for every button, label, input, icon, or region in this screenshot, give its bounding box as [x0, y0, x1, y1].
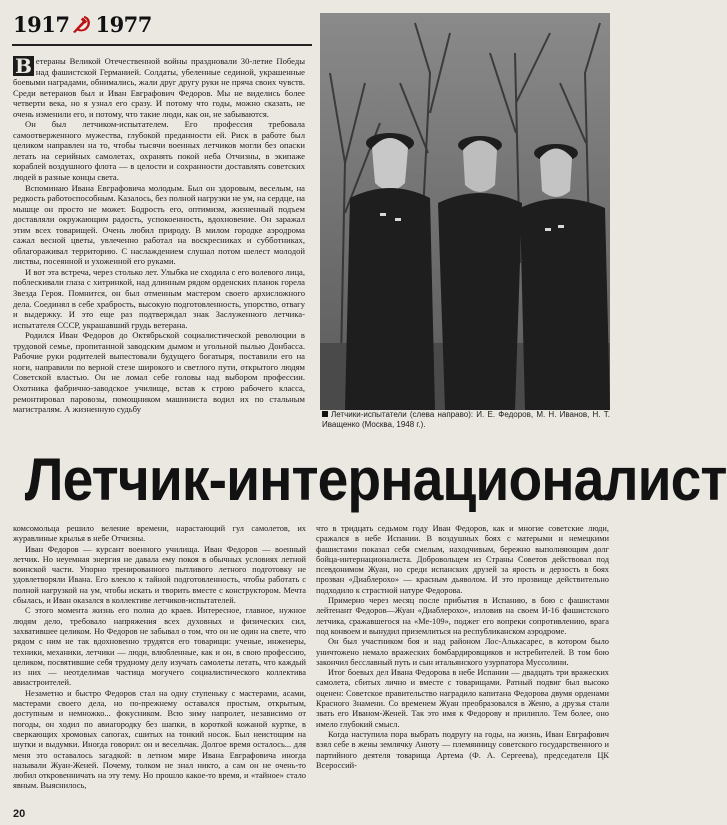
intro-paragraph: Он был летчиком-испытателем. Его профессия требовала самоотверженного мужества, глубокой преданности ей. Риск в работе был целиком направлен на то, чтобы тысячи военных летчиков могли без опаски летать на серийных самолетах, охранять покой неба Отчизны, в экипаже кораблей воздушного флота — в целости и сохранности доставлять советских людей в разные концы света.: [13, 119, 305, 183]
year-end: 1977: [95, 12, 152, 37]
intro-paragraph: В етераны Великой Отечественной войны праздновали 30-летие Победы над фашистской Германией. Солдаты, убеленные сединой, украшенные боевыми наградами, обнимались, жали друг другу руки не пряча своих чувств. Среди ветеранов был и Иван Евграфович Федоров. Мы не виделись более четверти века, но я узнал его сразу. И потому что годы, можно сказать, не очень изменили его, и потому, что такие люди, как он, не забываются.: [13, 54, 305, 119]
intro-paragraph: И вот эта встреча, через столько лет. Улыбка не сходила с его волевого лица, поблескивали глаза с хитринкой, над длинным рядом орденских планок горела Звезда Героя. Помнится, он был отменным мастером своего архисложного дела. Соединял в себе храбрость, высокую подготовленность, упорство, отвагу и выдержку. И это еще раз подтверждал знак Заслуженного летчика-испытателя СССР, украшавший грудь ветерана.: [13, 266, 305, 330]
photo-caption: Летчики-испытатели (слева направо): И. Е. Федоров, М. Н. Иванов, Н. Т. Иващенко (Москва, 1948 г.).: [322, 410, 610, 429]
body-paragraph: Он был участником боя и над районом Лос-Алькасарес, в котором было уничтожено немало вражеских бомбардировщиков и истребителей. В том бою закончил бесславный путь и сын итальянского узурпатора Муссолини.: [316, 637, 609, 667]
drop-cap: В: [15, 54, 32, 78]
page-number: 20: [13, 808, 26, 820]
year-start: 1917: [13, 12, 70, 37]
article-intro-column: [13, 56, 305, 454]
caption-bullet-icon: [322, 411, 328, 417]
body-paragraph: Примерно через месяц после прибытия в Испанию, в бою с фашистами лейтенант Федоров—Жуан «Диаблерохо», изловив на своем И-16 фашистского летчика, сражавшегося на «Ме-109», поджег его вопреки сопротивлению, врага под конвоем и вынудил приземлиться на республиканском аэродроме.: [316, 596, 609, 636]
pilots-photo: [320, 13, 610, 410]
intro-paragraph: Вспоминаю Ивана Евграфовича молодым. Был он здоровым, веселым, на редкость работоспособным. Казалось, без полной нагрузки не ум, на сердце, на мышце он просто не может. Бодрость его, оптимизм, жизненный подъем доставляли окружающим радость, успокоенность, вдохновение. Он заражал этим всех товарищей. Очень любил природу. В милом городке аэродрома сажал весной цветы, увлеченно работал на воскресниках и субботниках, облагораживал территорию. С наслаждением слушал потом шелест молодой листвы, посеянной и ухоженной его руками.: [13, 182, 305, 267]
intro-paragraph: Родился Иван Федоров до Октябрьской социалистической революции в трудовой семье, пропитанной заводским дымом и угольной пылью Донбасса. Рабочие руки родителей выпестовали будущего богатыря, поставили его на ноги, направили по верной стезе широкого и светлого пути, открытого людям Советской властью. Он не ломал себе головы над выбором профессии. Охотника фабрично-заводское училище, встав к строю рабочего класса, ремонтировал паровозы, помощником машиниста водил их по стальным магистралям. А жизненную судьбу: [13, 330, 305, 415]
article-headline: Летчик-интернационалист: [24, 446, 727, 513]
header-divider: [12, 44, 312, 46]
body-paragraph: Незаметно и быстро Федоров стал на одну ступеньку с мастерами, асами, мастерами своего дела, но по-прежнему оставался простым, открытым, доступным и немножко... фокусником. Всю зиму напролет, независимо от погоды, он ходил по авиагородку без шапки, в короткой кожаной куртке, в сверкающих хромовых сапогах, сшитых на тонкий носок. Был неистощим на шутки и выдумки. Иногда говорил: он и весельчак. Долгое время осталось... для меня это оставалось загадкой: в летном мире Ивана Евграфовича иногда называли Жуан-Женей. Почему, толком не знал никто, а сам он не очень-то любил откровенничать на эту тему. Но прошло какое-то время, и «тайное» стало явным. Выяснилось,: [13, 688, 306, 791]
hammer-sickle-icon: [70, 13, 94, 35]
body-paragraph: С этого момента жизнь его полна до краев. Интересное, главное, нужное людям дело, требовало напряжения всех духовных и физических сил, захватившее целиком. Но Федоров не забывал о том, что он не один на свете, что рядом с ним не так вдохновенно трудятся его товарищи: ученые, инженеры, техники, механики, летчики — люди, влюбленные, как и он, в свою профессию, целиком, посвятившие себя трудному делу изучать самолеты летать, что каждый из них — неотделимая частица могучего социалистического коллектива авиастроителей.: [13, 606, 306, 688]
article-column-right: [316, 524, 609, 812]
body-paragraph: Когда наступила пора выбрать подругу на годы, на жизнь, Иван Евграфович взял себе в жены землячку Анюту — племянницу советского государственного и партийного деятеля товарища Артема (Ф. А. Сергеева), председателя ЦК Всероссий-: [316, 729, 609, 770]
body-paragraph: что в тридцать седьмом году Иван Федоров, как и многие советские люди, сражался в небе Испании. В воздушных боях с матерыми и немецкими фашистами показал себя смелым, находчивым, бережно выполняющим долг бойца-интернационалиста. Добровольцем из Страны Советов действовал под псевдонимом Жуан, но среди испанских друзей за ярость и дерзость в боях прозван «Диаблерохо» — красным дьяволом. И это прозвище действительно подходило к страстной натуре Федорова.: [316, 524, 609, 595]
body-paragraph: Итог боевых дел Ивана Федорова в небе Испании — двадцать три вражеских самолета, сбитых лично и вместе с товарищами. Ратный подвиг был высоко оценен: Советское правительство наградило капитана Федорова двумя орденами Красного Знамени. Со временем Жуан преобразовался в Женю, а друзья стали звать его Иваном-Женей. Так это имя к Федорову и прилипло. Тем более, оно имело глубокий смысл.: [316, 668, 609, 729]
anniversary-header: [13, 12, 152, 37]
body-paragraph: комсомольца решило веление времени, нарастающий гул самолетов, их журавлиные крылья в небе Отчизны.: [13, 524, 306, 544]
body-paragraph: Иван Федоров — курсант военного училища. Иван Федоров — военный летчик. Но неуемная энергия не давала ему покоя в обычных условиях летной воинской части. Упорно тренированного пытливого летного подготовку не удовлетворяли Ивана. Его влекло к тайной подготовленность, чтобы работать с полной нагрузкой на ум, чтобы искать и творить вместе с конструктором. Мечта сбылась, и Иван оказался в коллективе летчиков-испытателей.: [13, 544, 306, 606]
article-column-left: [13, 524, 306, 812]
